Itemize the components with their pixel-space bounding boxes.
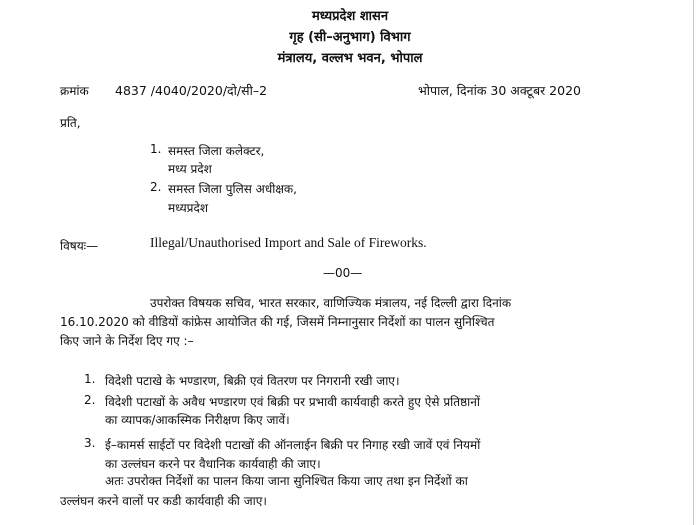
body-paragraph-line: 16.10.2020 को वीडियों कांफ्रेस आयोजित की गई, जिसमें निम्नानुसार निर्देशों का पालन सुनिश्चित bbox=[60, 315, 495, 329]
recipient-line: मध्य प्रदेश bbox=[168, 162, 212, 176]
reference-number: 4837 /4040/2020/दो/सी–2 bbox=[115, 83, 268, 98]
recipient-number: 1. bbox=[150, 142, 162, 156]
point-number: 3. bbox=[84, 436, 96, 450]
closing-paragraph-line: अतः उपरोक्त निर्देशों का पालन किया जाना सुनिश्चित किया जाए तथा इन निर्देशों का bbox=[105, 474, 468, 488]
header-address: मंत्रालय, वल्लभ भवन, भोपाल bbox=[277, 51, 423, 66]
recipient-line: समस्त जिला कलेक्टर, bbox=[168, 144, 265, 158]
point-text: विदेशी पटाखों के अवैध भण्डारण एवं बिक्री पर प्रभावी कार्यवाही करते हुए ऐसे प्रतिष्ठानों bbox=[105, 395, 481, 409]
separator: —00— bbox=[323, 266, 363, 280]
body-paragraph-line: किए जाने के निर्देश दिए गए :– bbox=[60, 334, 194, 348]
reference-label: क्रमांक bbox=[60, 84, 89, 98]
place-date: भोपाल, दिनांक 30 अक्टूबर 2020 bbox=[418, 83, 581, 98]
point-text: ई–कामर्स साईटों पर विदेशी पटाखों की ऑनलाईन बिक्री पर निगाह रखी जावें एवं नियमों bbox=[105, 438, 481, 452]
header-department: गृह (सी–अनुभाग) विभाग bbox=[289, 30, 411, 45]
to-label: प्रति, bbox=[60, 116, 81, 130]
subject-label: विषयः— bbox=[60, 239, 99, 253]
subject-text: Illegal/Unauthorised Import and Sale of Fireworks. bbox=[150, 235, 427, 250]
point-number: 1. bbox=[84, 372, 96, 386]
point-text: का उल्लंघन करने पर वैधानिक कार्यवाही की जाए। bbox=[105, 457, 321, 471]
closing-paragraph-line: उल्लंघन करने वालों पर कडी कार्यवाही की जाए। bbox=[60, 494, 267, 508]
header-government: मध्यप्रदेश शासन bbox=[311, 9, 389, 24]
point-number: 2. bbox=[84, 393, 96, 407]
recipient-line: मध्यप्रदेश bbox=[168, 201, 209, 215]
point-text: का व्यापक/आकस्मिक निरीक्षण किए जावें। bbox=[105, 413, 290, 427]
point-text: विदेशी पटाखे के भण्डारण, बिक्री एवं वितरण पर निगरानी रखी जाए। bbox=[105, 374, 400, 388]
body-paragraph-line: उपरोक्त विषयक सचिव, भारत सरकार, वाणिज्यिक मंत्रालय, नई दिल्ली द्वारा दिनांक bbox=[150, 296, 512, 310]
recipient-line: समस्त जिला पुलिस अधीक्षक, bbox=[168, 182, 297, 196]
recipient-number: 2. bbox=[150, 180, 162, 194]
page-edge-line bbox=[693, 0, 694, 525]
